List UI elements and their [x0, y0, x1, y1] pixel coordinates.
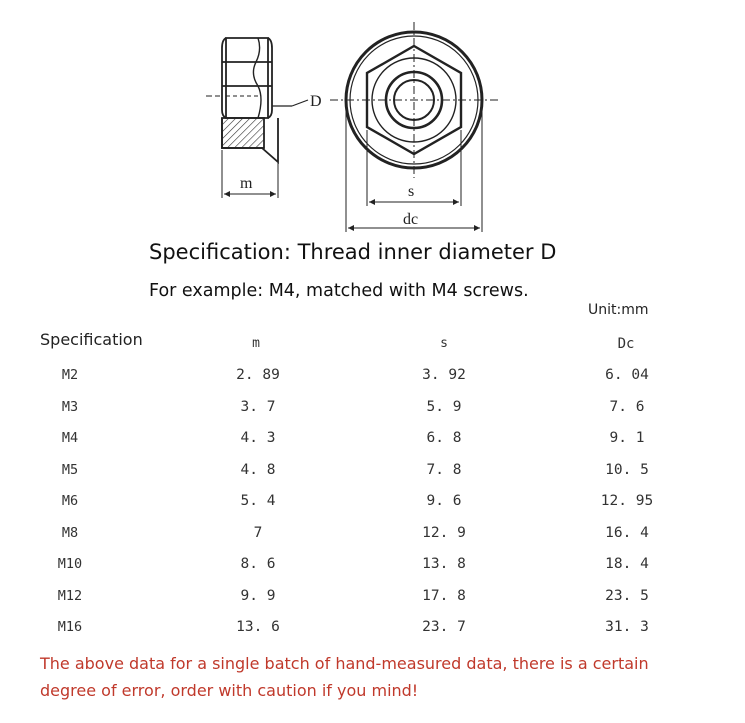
table-cell-m: 4. 8 [240, 461, 276, 478]
table-cell-spec: M5 [61, 461, 79, 478]
table-cell-m: 5. 4 [240, 493, 276, 509]
table-cell-m: 3. 7 [240, 398, 276, 415]
table-cell-s: 23. 7 [422, 619, 466, 635]
example-text: For example: M4, matched with M4 screws. [149, 281, 529, 301]
table-cell-s: 13. 8 [422, 556, 466, 572]
table-cell-m: 4. 3 [240, 430, 276, 446]
top-view [330, 22, 498, 232]
table-cell-m: 8. 6 [240, 556, 276, 572]
table-cell-dc: 18. 4 [605, 556, 649, 572]
label-m: m [240, 175, 253, 192]
label-dc: dc [403, 211, 419, 228]
flange-nut-drawing [0, 0, 745, 240]
table-cell-spec: M16 [57, 619, 83, 635]
table-cell-s: 7. 8 [426, 461, 462, 478]
side-view [206, 38, 308, 198]
page-heading: Specification: Thread inner diameter D [149, 240, 557, 264]
table-cell-dc: 23. 5 [605, 587, 649, 604]
table-cell-m: 2. 89 [236, 367, 280, 383]
table-cell-dc: 7. 6 [609, 398, 645, 415]
label-s: s [408, 183, 415, 200]
table-cell-s: 3. 92 [422, 367, 466, 383]
table-cell-spec: M12 [57, 587, 83, 604]
table-cell-s: 17. 8 [422, 587, 466, 604]
table-cell-spec: M8 [61, 524, 79, 541]
table-cell-dc: 6. 04 [605, 367, 649, 383]
column-header-s: s [440, 336, 448, 351]
label-d: D [310, 93, 322, 110]
table-cell-dc: 16. 4 [605, 524, 649, 541]
table-cell-s: 6. 8 [426, 430, 462, 446]
table-cell-spec: M4 [61, 430, 79, 446]
column-header-dc: Dc [617, 336, 635, 352]
table-cell-spec: M3 [61, 398, 79, 415]
table-cell-s: 5. 9 [426, 398, 462, 415]
disclaimer-note: The above data for a single batch of hand-measured data, there is a certain degree of error, order with caution if you mind! [40, 654, 649, 700]
table-cell-dc: 31. 3 [605, 619, 649, 635]
table-cell-m: 13. 6 [236, 619, 280, 635]
unit-label: Unit:mm [588, 302, 649, 318]
table-cell-spec: M6 [61, 493, 79, 509]
table-cell-spec: M10 [57, 556, 83, 572]
table-cell-s: 12. 9 [422, 524, 466, 541]
column-header-m: m [252, 336, 260, 351]
table-cell-m: 7 [253, 524, 263, 541]
table-cell-m: 9. 9 [240, 587, 276, 604]
table-cell-dc: 10. 5 [605, 461, 649, 478]
table-cell-spec: M2 [61, 367, 79, 383]
table-cell-dc: 9. 1 [609, 430, 645, 446]
table-cell-s: 9. 6 [426, 493, 462, 509]
table-cell-dc: 12. 95 [600, 493, 654, 509]
spec-column-header: Specification [40, 330, 143, 349]
